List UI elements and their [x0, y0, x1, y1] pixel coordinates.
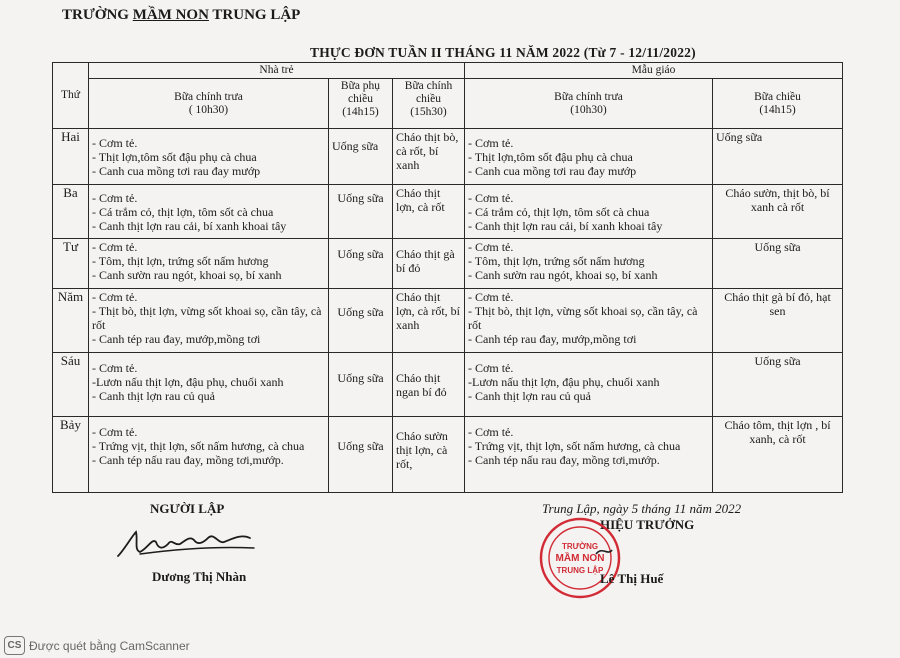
- camscanner-icon: CS: [4, 636, 25, 655]
- header-text: (14h15): [759, 103, 796, 116]
- nursery-snack-cell: Uống sữa: [329, 185, 393, 239]
- dish-line: - Cơm tẻ.: [92, 290, 138, 304]
- nursery-main-cell: Cháo sườn thịt lợn, cà rốt,: [393, 417, 465, 493]
- nursery-snack-cell: Uống sữa: [329, 129, 393, 185]
- dish-line: -Lươn nấu thịt lợn, đậu phụ, chuối xanh: [468, 375, 660, 389]
- school-underlined: MẦM NON: [132, 7, 209, 23]
- header-text: Bữa phụ: [340, 80, 381, 92]
- svg-text:MẦM NON: MẦM NON: [555, 553, 605, 564]
- day-cell: Tư: [53, 239, 89, 289]
- header-text: Bữa chính: [404, 80, 453, 92]
- dish-line: - Canh cua mồng tơi rau đay mướp: [92, 163, 261, 178]
- nursery-lunch-cell: [89, 129, 329, 185]
- kinder-lunch-cell: [465, 185, 713, 239]
- nursery-lunch-cell: [89, 289, 329, 353]
- dish-line: - Canh tép rau đay, mướp,mồng tơi: [468, 332, 637, 346]
- kinder-afternoon-cell: Uống sữa: [713, 239, 843, 289]
- table-row: [53, 185, 843, 239]
- nursery-lunch-cell: [89, 239, 329, 289]
- dish-line: - Cơm tẻ.: [92, 361, 138, 375]
- dish-line: - Canh thịt lợn rau cải, bí xanh khoai tây: [468, 218, 663, 233]
- dish-line: - Thịt lợn,tôm sốt đậu phụ cà chua: [468, 149, 633, 164]
- svg-text:TRƯỜNG: TRƯỜNG: [561, 542, 599, 551]
- dish-line: - Tôm, thịt lợn, trứng sốt nấm hương: [468, 254, 645, 268]
- menu-title: THỰC ĐƠN TUẦN II THÁNG 11 NĂM 2022 (Từ 7 - 12/11/2022): [310, 45, 696, 60]
- watermark-text: Được quét bằng CamScanner: [29, 638, 190, 653]
- header-text: Bữa chính trưa: [554, 90, 623, 103]
- nursery-snack-cell: Uống sữa: [329, 239, 393, 289]
- header-text: Bữa chiều: [754, 90, 801, 103]
- dish-line: - Canh sườn rau ngót, khoai sọ, bí xanh: [468, 268, 658, 282]
- header-day: Thứ: [53, 63, 89, 129]
- nursery-lunch-cell: [89, 185, 329, 239]
- scanner-watermark: [4, 636, 190, 655]
- kinder-lunch-cell: [465, 289, 713, 353]
- school-name: [62, 7, 300, 24]
- day-cell: Sáu: [53, 353, 89, 417]
- dish-line: - Cơm tẻ.: [92, 190, 138, 205]
- header-text: chiều: [416, 93, 441, 105]
- dish-line: - Canh thịt lợn rau cải, bí xanh khoai tây: [92, 218, 287, 233]
- dish-line: - Cá trắm cỏ, thịt lợn, tôm sốt cà chua: [92, 204, 274, 219]
- dish-line: - Canh cua mồng tơi rau đay mướp: [468, 163, 637, 178]
- header-text: ( 10h30): [188, 103, 229, 116]
- dish-line: - Cơm tẻ.: [92, 425, 138, 439]
- kinder-lunch-cell: [465, 417, 713, 493]
- dish-line: - Cơm tẻ.: [468, 290, 514, 304]
- header-text: Bữa chính trưa: [174, 90, 243, 103]
- nursery-snack-cell: Uống sữa: [329, 417, 393, 493]
- header-nursery-main-afternoon: [393, 79, 465, 129]
- day-cell: Năm: [53, 289, 89, 353]
- svg-text:TRUNG LẬP: TRUNG LẬP: [556, 566, 604, 575]
- nursery-main-cell: Cháo thịt bò, cà rốt, bí xanh: [393, 129, 465, 185]
- dish-line: - Canh tép nấu rau đay, mồng tơi,mướp.: [468, 453, 660, 467]
- header-kindergarten: Mẫu giáo: [465, 63, 843, 79]
- header-text: (15h30): [410, 106, 447, 118]
- day-cell: Bảy: [53, 417, 89, 493]
- dish-line: -Lươn nấu thịt lợn, đậu phụ, chuối xanh: [92, 375, 284, 389]
- dish-line: - Canh thịt lợn rau củ quả: [92, 389, 215, 403]
- school-suffix: TRUNG LẬP: [208, 7, 301, 23]
- nursery-lunch-cell: [89, 353, 329, 417]
- dish-line: - Canh tép rau đay, mướp,mồng tơi: [92, 332, 261, 346]
- dish-line: - Cơm tẻ.: [468, 135, 514, 150]
- principal-name: Lê Thị Huế: [600, 571, 664, 586]
- school-stamp-icon: [538, 516, 622, 600]
- header-text: chiều: [348, 93, 373, 105]
- dish-line: - Thịt lợn,tôm sốt đậu phụ cà chua: [92, 149, 257, 164]
- table-row: [53, 129, 843, 185]
- header-nursery-snack: [329, 79, 393, 129]
- table-row: [53, 239, 843, 289]
- dish-line: - Cơm tẻ.: [468, 361, 514, 375]
- dish-line: - Thịt bò, thịt lợn, vừng sốt khoai sọ, cần tây, cà rốt: [92, 304, 322, 332]
- kinder-afternoon-cell: Cháo thịt gà bí đỏ, hạt sen: [713, 289, 843, 353]
- handwritten-signature: [110, 520, 260, 565]
- dish-line: - Cơm tẻ.: [468, 425, 514, 439]
- day-cell: Ba: [53, 185, 89, 239]
- table-row: [53, 353, 843, 417]
- nursery-main-cell: Cháo thịt lợn, cà rốt: [393, 185, 465, 239]
- dish-line: - Cơm tẻ.: [468, 240, 514, 254]
- header-nursery: Nhà trẻ: [89, 63, 465, 79]
- dish-line: - Cơm tẻ.: [92, 135, 138, 150]
- principal-title: HIỆU TRƯỞNG: [600, 517, 695, 532]
- nursery-main-cell: Cháo thịt gà bí đỏ: [393, 239, 465, 289]
- nursery-snack-cell: Uống sữa: [329, 289, 393, 353]
- kinder-afternoon-cell: Cháo tôm, thịt lợn , bí xanh, cà rốt: [713, 417, 843, 493]
- dish-line: - Thịt bò, thịt lợn, vừng sốt khoai sọ, cần tây, cà rốt: [468, 304, 698, 332]
- header-text: (10h30): [570, 103, 607, 116]
- date-line: Trung Lập, ngày 5 tháng 11 năm 2022: [542, 501, 742, 516]
- dish-line: - Cơm tẻ.: [92, 240, 138, 254]
- kinder-afternoon-cell: Cháo sườn, thịt bò, bí xanh cà rốt: [713, 185, 843, 239]
- dish-line: - Canh tép nấu rau đay, mồng tơi,mướp.: [92, 453, 284, 467]
- dish-line: - Canh thịt lợn rau củ quả: [468, 389, 591, 403]
- dish-line: - Cơm tẻ.: [468, 190, 514, 205]
- preparer-name: Dương Thị Nhàn: [152, 569, 247, 584]
- menu-table: [52, 62, 843, 493]
- nursery-main-cell: Cháo thịt lợn, cà rốt, bí xanh: [393, 289, 465, 353]
- nursery-snack-cell: Uống sữa: [329, 353, 393, 417]
- dish-line: - Tôm, thịt lợn, trứng sốt nấm hương: [92, 254, 269, 268]
- header-text: (14h15): [342, 106, 379, 118]
- kinder-afternoon-cell: Uống sữa: [713, 353, 843, 417]
- header-kinder-afternoon: [713, 79, 843, 129]
- dish-line: - Cá trắm cỏ, thịt lợn, tôm sốt cà chua: [468, 204, 650, 219]
- kinder-afternoon-cell: Uống sữa: [713, 129, 843, 185]
- table-row: [53, 289, 843, 353]
- dish-line: - Trứng vịt, thịt lợn, sốt nấm hương, cà chua: [92, 439, 305, 453]
- day-cell: Hai: [53, 129, 89, 185]
- preparer-title: NGƯỜI LẬP: [150, 501, 225, 516]
- dish-line: - Trứng vịt, thịt lợn, sốt nấm hương, cà chua: [468, 439, 681, 453]
- school-prefix: TRƯỜNG: [62, 7, 133, 23]
- kinder-lunch-cell: [465, 239, 713, 289]
- dish-line: - Canh sườn rau ngót, khoai sọ, bí xanh: [92, 268, 282, 282]
- kinder-lunch-cell: [465, 129, 713, 185]
- nursery-main-cell: Cháo thịt ngan bí đỏ: [393, 353, 465, 417]
- table-row: [53, 417, 843, 493]
- kinder-lunch-cell: [465, 353, 713, 417]
- header-kinder-lunch: [465, 79, 713, 129]
- nursery-lunch-cell: [89, 417, 329, 493]
- header-nursery-lunch: [89, 79, 329, 129]
